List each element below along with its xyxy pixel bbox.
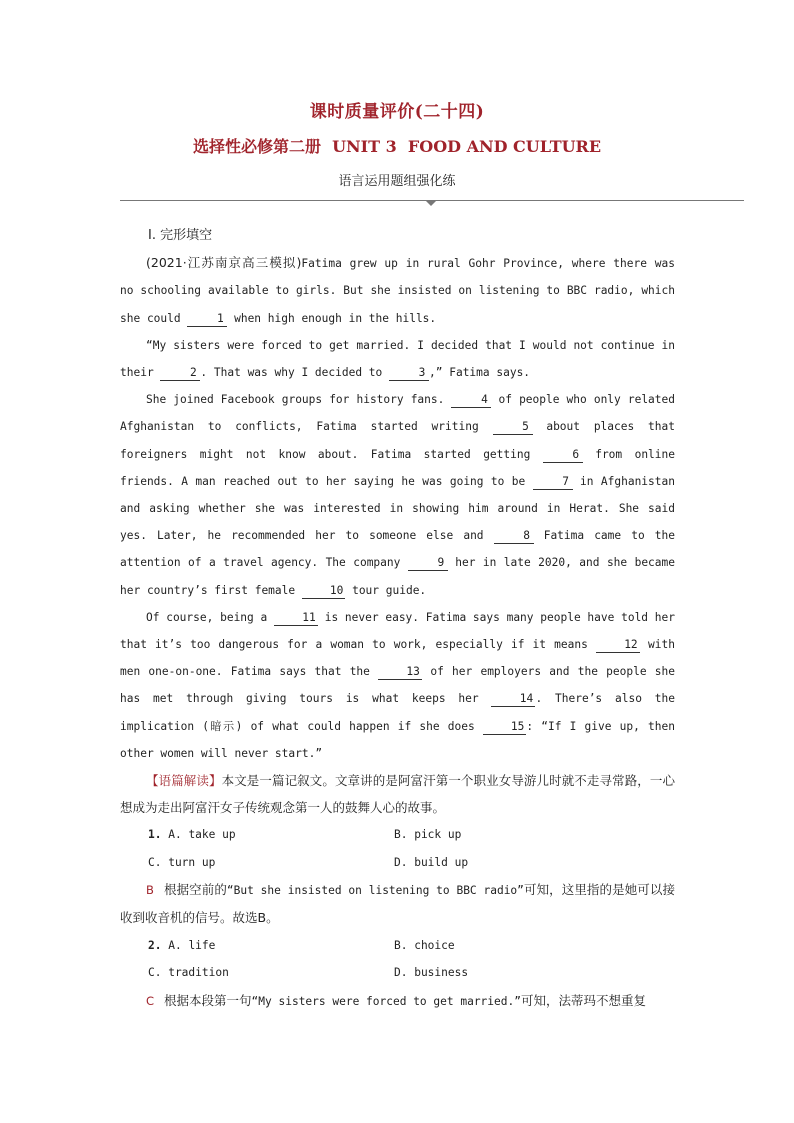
explanation-text: 根据空前的	[163, 881, 227, 897]
option-c[interactable]: C. tradition	[148, 966, 229, 980]
option-d[interactable]: D. business	[394, 966, 469, 980]
passage-text: about places that foreigners might not know about. Fatima started getting	[120, 420, 675, 461]
passage-paragraph-3	[120, 386, 675, 604]
passage-text: “My sisters were forced to get married. I decided that I would not continue in their	[120, 338, 675, 380]
passage-text: from online friends. A man reached out to her saying he was going to be	[120, 447, 676, 488]
blank-15[interactable]: 15	[483, 719, 526, 735]
explanation-quote: “My sisters were forced to get married.”	[251, 994, 521, 1008]
option-c[interactable]: C. turn up	[148, 855, 216, 869]
question-1-explanation	[120, 876, 675, 932]
passage-analysis	[120, 767, 675, 821]
option-d[interactable]: D. build up	[394, 855, 469, 869]
explanation-text: 根据本段第一句	[164, 992, 252, 1008]
passage-text: is never easy. Fatima says many people have told her that it’s too dangerous for a woman to work, especially if it means	[120, 610, 675, 652]
question-number: 2.	[148, 939, 162, 953]
option-a[interactable]: A. take up	[168, 828, 236, 842]
question-number: 1.	[148, 828, 162, 842]
answer-letter: B	[146, 882, 154, 897]
blank-5[interactable]: 5	[493, 419, 533, 435]
passage-text: . There’s also the implication (暗示) of what could happen if she does	[120, 692, 675, 733]
passage-text: . That was why I decided to	[200, 366, 390, 380]
blank-1[interactable]: 1	[187, 311, 227, 327]
passage-text: She joined Facebook groups for history fans.	[146, 393, 452, 407]
blank-7[interactable]: 7	[533, 474, 573, 490]
option-b[interactable]: B. pick up	[394, 828, 462, 842]
passage-text: with men one-on-one. Fatima says that the	[120, 638, 675, 679]
question-2-options-row-2	[120, 959, 675, 986]
passage-text: when high enough in the hills.	[227, 311, 437, 325]
passage-text: of her employers and the people she has met through giving tours is what keeps her	[120, 665, 675, 706]
page-title: 课时质量评价(二十四)	[309, 102, 485, 122]
passage-text: : “If I give up, then other women will never start.”	[120, 719, 675, 760]
section-heading: Ⅰ. 完形填空	[148, 228, 213, 243]
blank-3[interactable]: 3	[389, 365, 429, 381]
blank-12[interactable]: 12	[596, 637, 640, 653]
main-content	[120, 222, 675, 1015]
passage-text: of people who only related Afghanistan to conflicts, Fatima started writing	[120, 393, 675, 434]
blank-13[interactable]: 13	[378, 664, 422, 680]
unit-subtitle: 选择性必修第二册 UNIT 3 FOOD AND CULTURE	[192, 137, 602, 156]
analysis-label: 【语篇解读】	[146, 773, 222, 789]
explanation-quote: “But she insisted on listening to BBC radio”	[226, 883, 524, 897]
blank-8[interactable]: 8	[494, 528, 534, 544]
question-1-options-row-2	[120, 849, 675, 876]
passage-text: her in late 2020, and she became her country’s first female	[120, 556, 675, 597]
option-a[interactable]: A. life	[168, 939, 216, 953]
option-b[interactable]: B. choice	[394, 939, 455, 953]
passage-text: tour guide.	[345, 583, 427, 597]
blank-11[interactable]: 11	[274, 610, 318, 626]
passage-text: Fatima came to the attention of a travel agency. The company	[120, 529, 675, 570]
divider-marker	[425, 200, 437, 206]
passage-text: in Afghanistan and asking whether she was interested in showing him around in Herat. She said yes. Later, he recommended her to someone else and	[120, 474, 675, 543]
passage-text: ,” Fatima says.	[429, 366, 531, 380]
answer-letter: C	[146, 993, 155, 1008]
blank-4[interactable]: 4	[451, 392, 491, 408]
blank-2[interactable]: 2	[160, 365, 200, 381]
question-2-options-row-1	[120, 932, 675, 959]
section-label: 语言运用题组强化练	[338, 174, 456, 189]
blank-9[interactable]: 9	[408, 555, 448, 571]
passage-paragraph-4	[120, 604, 675, 767]
question-1-options-row-1	[120, 821, 675, 848]
passage-paragraph-2	[120, 332, 675, 386]
passage-text: Fatima grew up in rural Gohr Province, where there was no schooling available to girls. But she insisted on listening to BBC radio, which she could	[120, 257, 675, 325]
blank-6[interactable]: 6	[543, 447, 583, 463]
explanation-text: 可知，法蒂玛不想重复	[520, 992, 646, 1008]
blank-14[interactable]: 14	[491, 691, 535, 707]
blank-10[interactable]: 10	[302, 583, 345, 599]
passage-text: Of course, being a	[146, 610, 274, 624]
explanation-text: 可知，这里指的是她可以接收到收音机的信号。故选B。	[120, 881, 675, 926]
passage-paragraph-1	[120, 249, 675, 332]
question-2-explanation	[120, 987, 675, 1015]
source-note: (2021·江苏南京高三模拟)	[146, 255, 302, 271]
analysis-text: 本文是一篇记叙文。文章讲的是阿富汗第一个职业女导游儿时就不走寻常路，一心想成为走出阿富汗女子传统观念第一人的鼓舞人心的故事。	[120, 773, 675, 816]
